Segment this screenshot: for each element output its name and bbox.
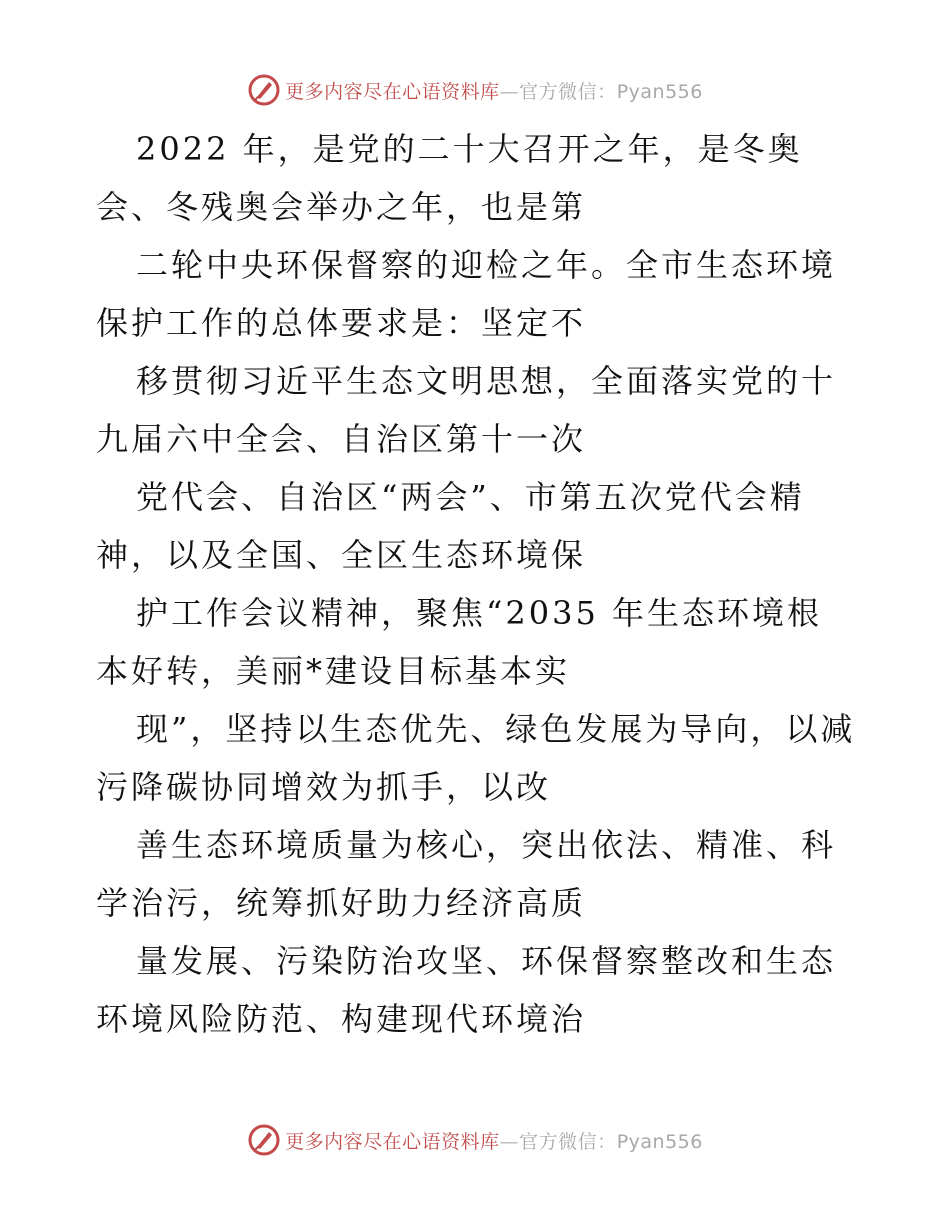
header-label: 官方微信：: [519, 80, 617, 103]
paragraph-5: 护工作会议精神，聚焦“2035 年生态环境根本好转，美丽*建设目标基本实: [96, 594, 822, 690]
footer-brand-text: 更多内容尽在心语资料库: [285, 1130, 500, 1153]
quill-logo-icon: [247, 73, 281, 107]
footer-account: Pyan556: [616, 1130, 703, 1153]
header-banner: [0, 70, 950, 110]
header-brand-text: 更多内容尽在心语资料库: [285, 80, 500, 103]
footer-watermark-text: [285, 1127, 703, 1154]
paragraph-7: 善生态环境质量为核心，突出依法、精准、科学治污，统筹抓好助力经济高质: [96, 826, 837, 922]
footer-dash: —: [499, 1130, 520, 1153]
paragraph-4: 党代会、自治区“两会”、市第五次党代会精神，以及全国、全区生态环境保: [96, 478, 805, 574]
header-account: Pyan556: [616, 80, 703, 103]
header-watermark-text: [285, 77, 703, 104]
paragraph-8: 量发展、污染防治攻坚、环保督察整改和生态环境风险防范、构建现代环境治: [96, 942, 837, 1038]
paragraph-2: 二轮中央环保督察的迎检之年。全市生态环境保护工作的总体要求是：坚定不: [96, 246, 837, 342]
document-body: [96, 120, 856, 1048]
footer-banner: [0, 1120, 950, 1160]
paragraph-6: 现”，坚持以生态优先、绿色发展为导向，以减污降碳协同增效为抓手，以改: [96, 710, 856, 806]
paragraph-3: 移贯彻习近平生态文明思想，全面落实党的十九届六中全会、自治区第十一次: [96, 362, 837, 458]
header-dash: —: [499, 80, 520, 103]
paragraph-1: 2022 年，是党的二十大召开之年，是冬奥会、冬残奥会举办之年，也是第: [96, 130, 803, 226]
footer-label: 官方微信：: [519, 1130, 617, 1153]
quill-logo-icon: [247, 1123, 281, 1157]
